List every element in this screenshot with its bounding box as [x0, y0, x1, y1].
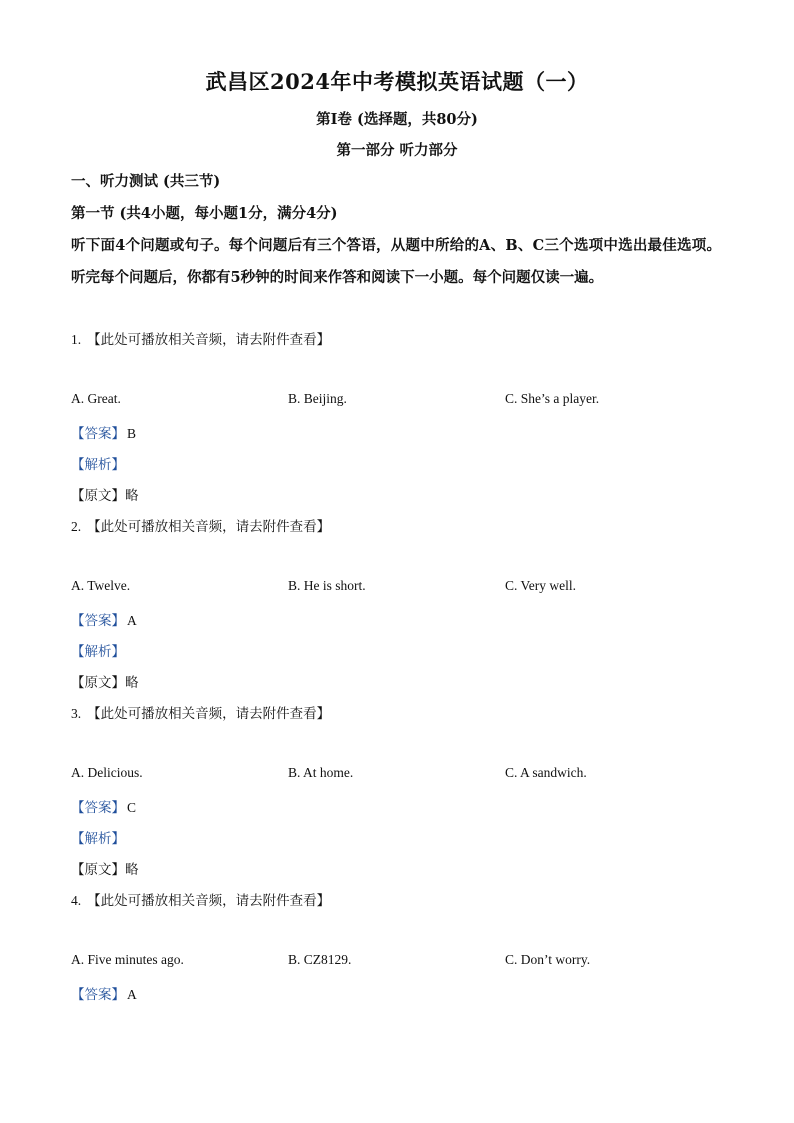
question-4-option-c: C. Don’t worry.: [505, 952, 591, 967]
question-2-stem: [71, 515, 330, 535]
instructions-paragraph: 听下面4个问题或句子。每个问题后有三个答语，从题中所给的A、B、C三个选项中选出最佳选项。听完每个问题后，你都有5秒钟的时间来作答和阅读下一小题。每个问题仅读一遍。: [71, 237, 721, 286]
question-2-option-b: B. He is short.: [288, 578, 366, 593]
question-3-original: [71, 858, 139, 878]
question-1-option-a: A. Great.: [71, 391, 121, 406]
question-2-original: [71, 671, 139, 691]
analysis-label: 【解析】: [71, 457, 125, 473]
analysis-label: 【解析】: [71, 644, 125, 660]
question-2-answer: [71, 609, 137, 629]
answer-label: 【答案】: [71, 426, 125, 442]
question-4-option-a: A. Five minutes ago.: [71, 952, 184, 967]
original-label: 【原文】: [71, 488, 125, 504]
question-2-option-c: C. Very well.: [505, 578, 576, 593]
question-number: 1.: [71, 332, 82, 347]
question-3-option-a: A. Delicious.: [71, 765, 143, 780]
answer-label: 【答案】: [71, 613, 125, 629]
question-1-stem: [71, 328, 330, 348]
original-value: 略: [125, 862, 139, 878]
question-number: 4.: [71, 893, 82, 908]
question-1-analysis: [71, 453, 125, 473]
question-3-option-c: C. A sandwich.: [505, 765, 587, 780]
subsection-heading: 第一节 (共4小题，每小题1分，满分4分): [71, 205, 338, 222]
question-number: 3.: [71, 706, 82, 721]
answer-value: B: [127, 426, 137, 441]
question-1-answer: [71, 422, 136, 442]
question-3-analysis: [71, 827, 125, 847]
original-value: 略: [125, 488, 139, 504]
question-2-analysis: [71, 640, 125, 660]
volume-heading: 第Ⅰ卷 (选择题，共80分): [316, 111, 478, 128]
question-4-option-b: B. CZ8129.: [288, 952, 352, 967]
audio-placeholder: 【此处可播放相关音频，请去附件查看】: [87, 706, 331, 722]
question-3-option-b: B. At home.: [288, 765, 354, 780]
answer-value: A: [127, 987, 137, 1002]
answer-value: C: [127, 800, 137, 815]
question-1-option-b: B. Beijing.: [288, 391, 347, 406]
answer-label: 【答案】: [71, 800, 125, 816]
original-label: 【原文】: [71, 862, 125, 878]
audio-placeholder: 【此处可播放相关音频，请去附件查看】: [87, 893, 331, 909]
page-title: 武昌区2024年中考模拟英语试题（一）: [205, 69, 589, 94]
question-4-answer: [71, 983, 137, 1003]
part-heading: 第一部分 听力部分: [336, 142, 458, 159]
question-1-original: [71, 484, 139, 504]
audio-placeholder: 【此处可播放相关音频，请去附件查看】: [87, 519, 331, 535]
audio-placeholder: 【此处可播放相关音频，请去附件查看】: [87, 332, 331, 348]
question-number: 2.: [71, 519, 82, 534]
question-3-answer: [71, 796, 136, 816]
section-heading: 一、听力测试 (共三节): [71, 173, 221, 190]
answer-label: 【答案】: [71, 987, 125, 1003]
analysis-label: 【解析】: [71, 831, 125, 847]
answer-value: A: [127, 613, 137, 628]
question-4-stem: [71, 889, 330, 909]
question-1-option-c: C. She’s a player.: [505, 391, 600, 406]
question-2-option-a: A. Twelve.: [71, 578, 131, 593]
original-label: 【原文】: [71, 675, 125, 691]
question-3-stem: [71, 702, 330, 722]
original-value: 略: [125, 675, 139, 691]
